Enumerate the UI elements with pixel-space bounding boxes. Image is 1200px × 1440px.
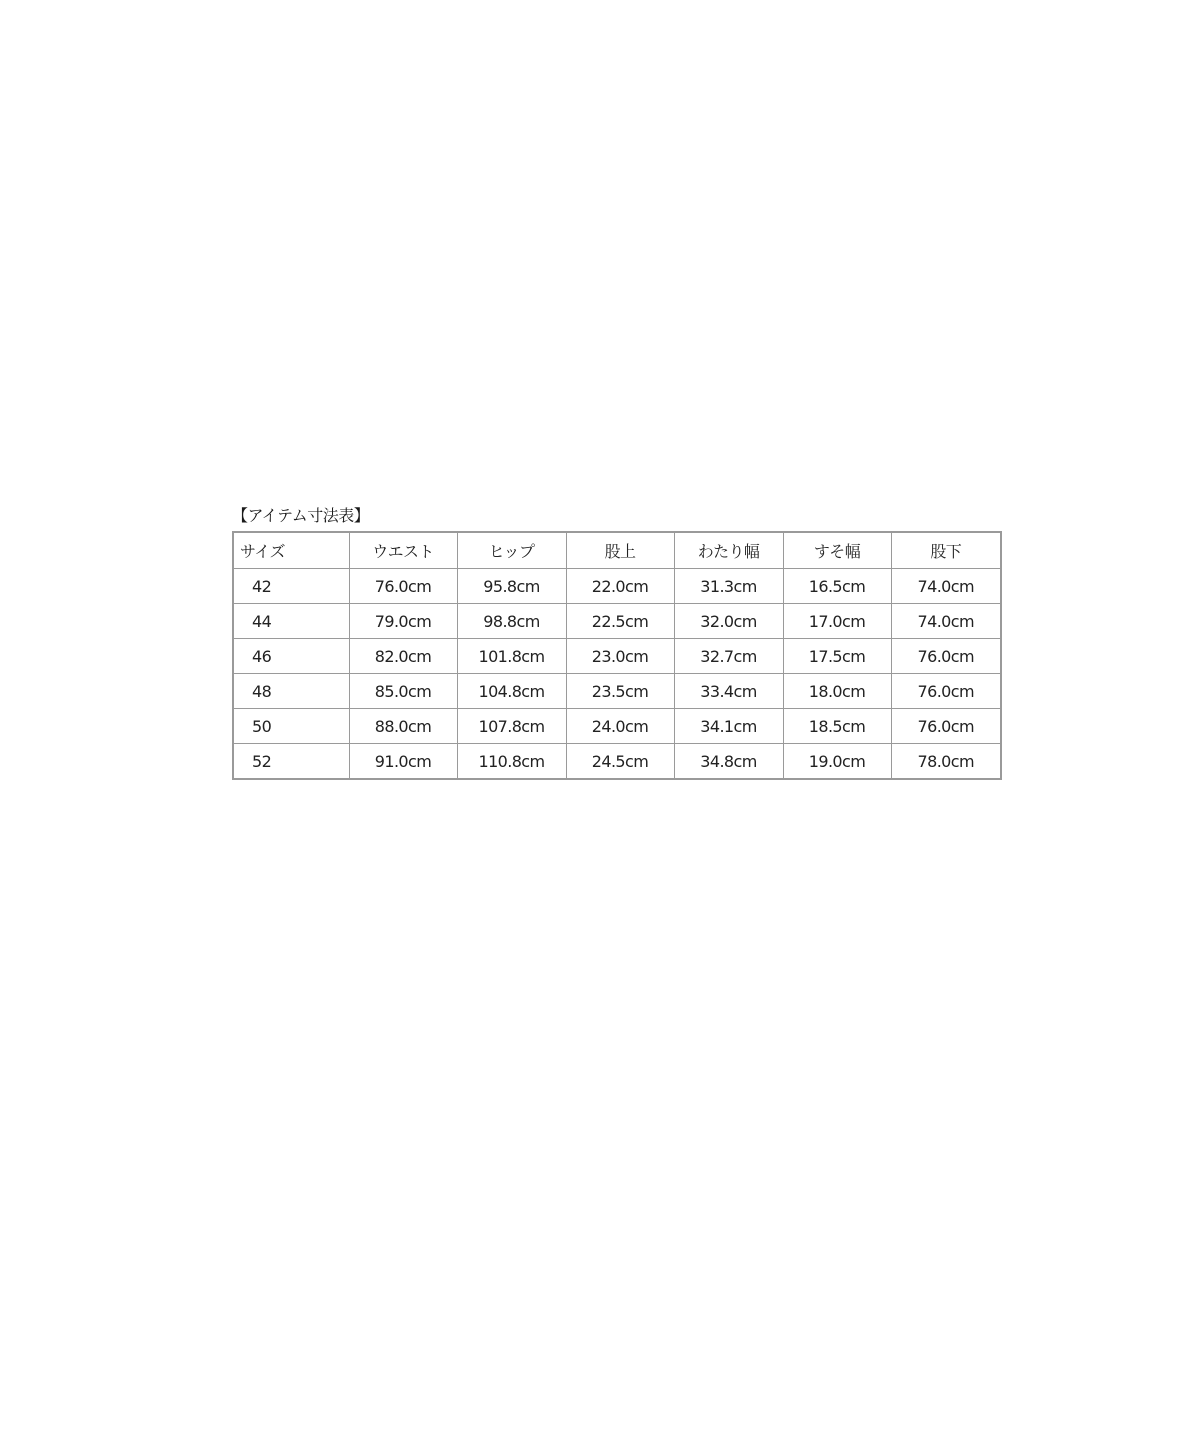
cell-thigh-width: 31.3cm (674, 569, 783, 604)
table-header-row (233, 532, 1001, 569)
header-rise: 股上 (566, 532, 674, 569)
cell-rise: 23.0cm (566, 639, 674, 674)
cell-inseam: 74.0cm (891, 604, 1001, 639)
header-thigh-width: わたり幅 (674, 532, 783, 569)
cell-size: 50 (233, 709, 349, 744)
header-waist: ウエスト (349, 532, 457, 569)
table-row (233, 674, 1001, 709)
cell-inseam: 74.0cm (891, 569, 1001, 604)
cell-hip: 98.8cm (457, 604, 566, 639)
cell-size: 46 (233, 639, 349, 674)
table-row (233, 709, 1001, 744)
cell-inseam: 76.0cm (891, 674, 1001, 709)
cell-hip: 101.8cm (457, 639, 566, 674)
cell-waist: 85.0cm (349, 674, 457, 709)
header-hem-width: すそ幅 (783, 532, 891, 569)
cell-size: 52 (233, 744, 349, 780)
cell-waist: 82.0cm (349, 639, 457, 674)
cell-hem-width: 17.5cm (783, 639, 891, 674)
header-size: サイズ (233, 532, 349, 569)
cell-waist: 76.0cm (349, 569, 457, 604)
cell-waist: 88.0cm (349, 709, 457, 744)
cell-hip: 95.8cm (457, 569, 566, 604)
cell-inseam: 78.0cm (891, 744, 1001, 780)
cell-waist: 91.0cm (349, 744, 457, 780)
table-row (233, 604, 1001, 639)
cell-hem-width: 18.5cm (783, 709, 891, 744)
header-inseam: 股下 (891, 532, 1001, 569)
cell-thigh-width: 32.7cm (674, 639, 783, 674)
cell-thigh-width: 33.4cm (674, 674, 783, 709)
cell-hip: 107.8cm (457, 709, 566, 744)
table-row (233, 569, 1001, 604)
cell-size: 42 (233, 569, 349, 604)
cell-rise: 22.5cm (566, 604, 674, 639)
cell-rise: 24.0cm (566, 709, 674, 744)
cell-inseam: 76.0cm (891, 639, 1001, 674)
cell-hem-width: 19.0cm (783, 744, 891, 780)
cell-hem-width: 17.0cm (783, 604, 891, 639)
cell-rise: 23.5cm (566, 674, 674, 709)
table-row (233, 639, 1001, 674)
size-table (232, 531, 1002, 780)
cell-rise: 24.5cm (566, 744, 674, 780)
cell-hip: 110.8cm (457, 744, 566, 780)
cell-thigh-width: 32.0cm (674, 604, 783, 639)
cell-size: 44 (233, 604, 349, 639)
cell-hip: 104.8cm (457, 674, 566, 709)
cell-thigh-width: 34.8cm (674, 744, 783, 780)
table-row (233, 744, 1001, 780)
cell-rise: 22.0cm (566, 569, 674, 604)
size-chart (232, 503, 1002, 780)
cell-hem-width: 18.0cm (783, 674, 891, 709)
header-hip: ヒップ (457, 532, 566, 569)
cell-hem-width: 16.5cm (783, 569, 891, 604)
chart-title: 【アイテム寸法表】 (232, 506, 370, 525)
cell-waist: 79.0cm (349, 604, 457, 639)
cell-inseam: 76.0cm (891, 709, 1001, 744)
cell-size: 48 (233, 674, 349, 709)
cell-thigh-width: 34.1cm (674, 709, 783, 744)
